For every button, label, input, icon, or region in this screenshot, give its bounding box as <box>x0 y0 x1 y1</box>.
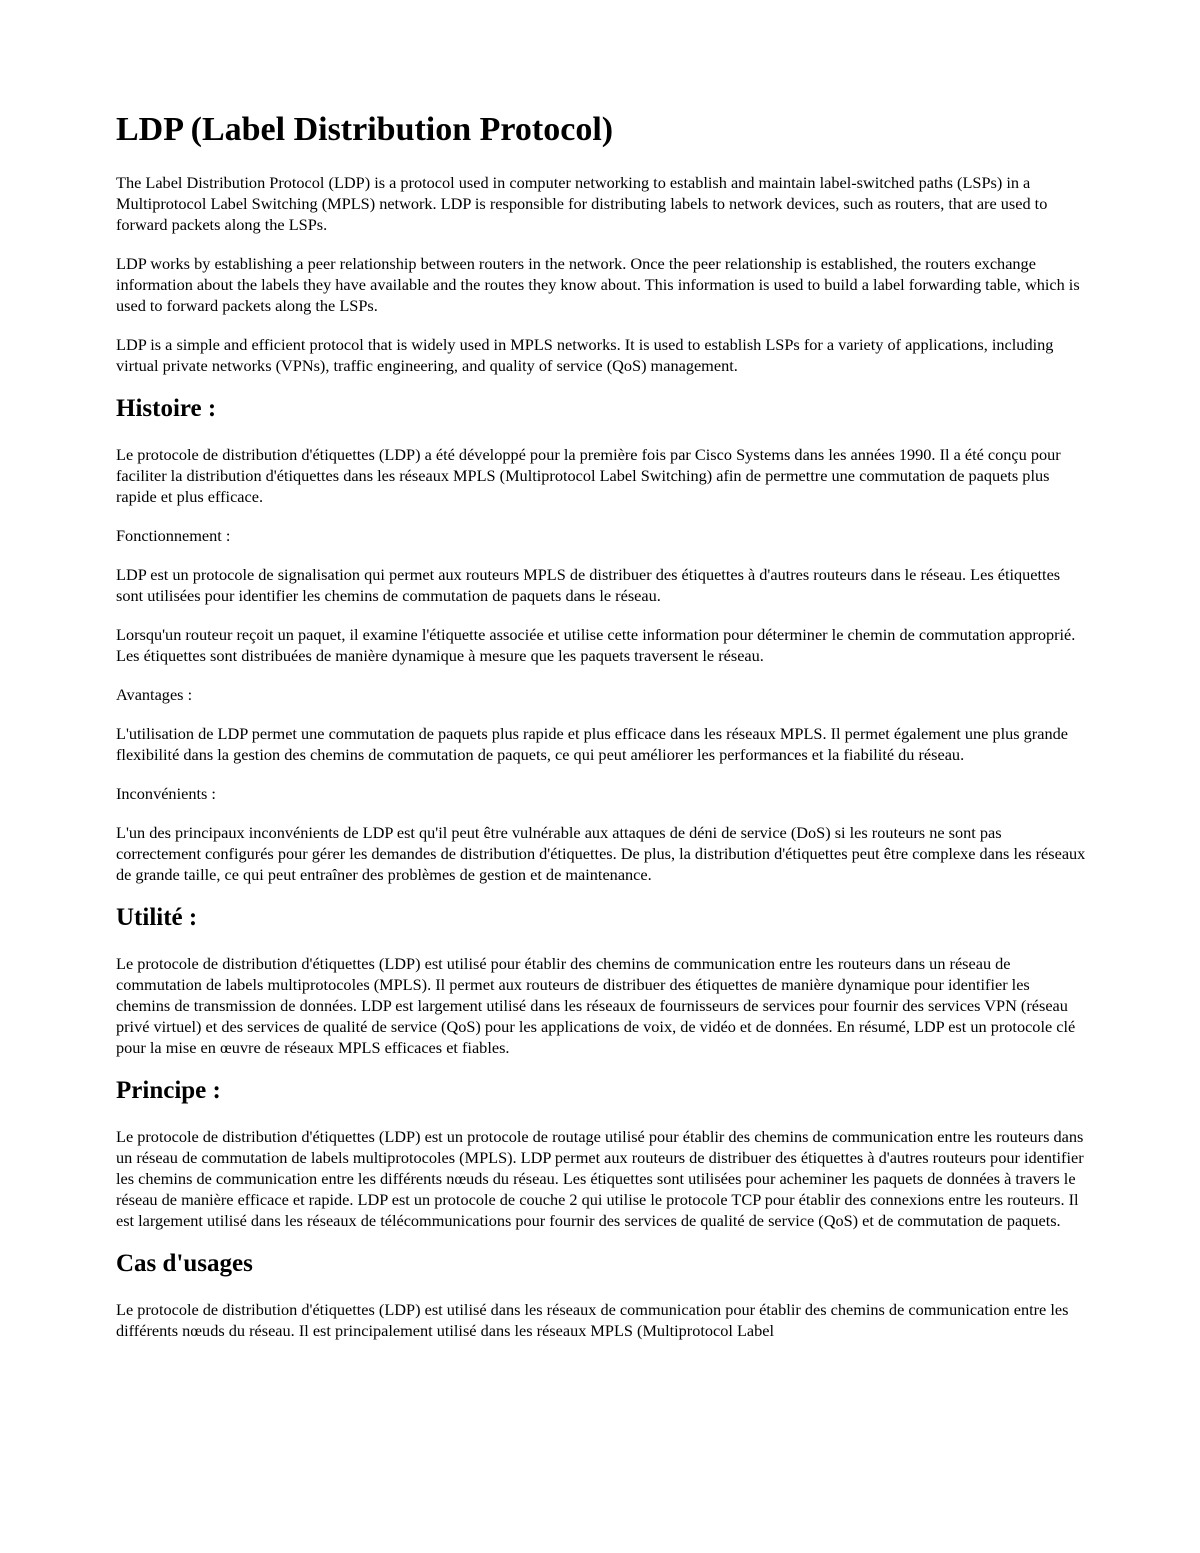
utilite-paragraph-1: Le protocole de distribution d'étiquettes (LDP) est utilisé pour établir des chemins de communication entre les routeurs dans un réseau de commutation de labels multiprotocoles (MPLS). Il permet aux routeurs de distribuer des étiquettes de manière dynamique pour identifier les chemins de transmission de données. LDP est largement utilisé dans les réseaux de fournisseurs de services pour fournir des services VPN (réseau privé virtuel) et des services de qualité de service (QoS) pour les applications de voix, de vidéo et de données. En résumé, LDP est un protocole clé pour la mise en œuvre de réseaux MPLS efficaces et fiables. <box>116 954 1076 1057</box>
label-avantages: Avantages : <box>116 685 193 704</box>
histoire-paragraph-4: L'utilisation de LDP permet une commutation de paquets plus rapide et plus efficace dans les réseaux MPLS. Il permet également une plus grande flexibilité dans la gestion des chemins de commutation de paquets, ce qui peut améliorer les performances et la fiabilité du réseau. <box>116 724 1068 764</box>
heading-cas-usages: Cas d'usages <box>116 1250 253 1277</box>
histoire-paragraph-5: L'un des principaux inconvénients de LDP est qu'il peut être vulnérable aux attaques de déni de service (DoS) si les routeurs ne sont pas correctement configurés pour gérer les demandes de distribution d'étiquettes. De plus, la distribution d'étiquettes peut être complexe dans les réseaux de grande taille, ce qui peut entraîner des problèmes de gestion et de maintenance. <box>116 823 1086 884</box>
page-title: LDP (Label Distribution Protocol) <box>116 111 614 148</box>
intro-paragraph-3: LDP is a simple and efficient protocol that is widely used in MPLS networks. It is used to establish LSPs for a variety of applications, including virtual private networks (VPNs), traffic engineering, and quality of service (QoS) management. <box>116 335 1054 375</box>
cas-usages-paragraph-1: Le protocole de distribution d'étiquettes (LDP) est utilisé dans les réseaux de communication pour établir des chemins de communication entre les différents nœuds du réseau. Il est principalement utilisé dans les réseaux MPLS (Multiprotocol Label <box>116 1300 1069 1340</box>
histoire-paragraph-2: LDP est un protocole de signalisation qui permet aux routeurs MPLS de distribuer des étiquettes à d'autres routeurs dans le réseau. Les étiquettes sont utilisées pour identifier les chemins de commutation de paquets dans le réseau. <box>116 565 1061 605</box>
label-inconvenients: Inconvénients : <box>116 784 216 803</box>
document-page <box>116 100 1088 1359</box>
principe-paragraph-1: Le protocole de distribution d'étiquettes (LDP) est un protocole de routage utilisé pour établir des chemins de communication entre les routeurs dans un réseau de commutation de labels multiprotocoles (MPLS). LDP permet aux routeurs de distribuer des étiquettes à d'autres routeurs pour identifier les chemins de communication entre les différents nœuds du réseau. Les étiquettes sont utilisées pour acheminer les paquets de données à travers le réseau de manière efficace et rapide. LDP est un protocole de couche 2 qui utilise le protocole TCP pour établir des connexions entre les routeurs. Il est largement utilisé dans les réseaux de télécommunications pour fournir des services de qualité de service (QoS) et de commutation de paquets. <box>116 1127 1084 1230</box>
intro-paragraph-2: LDP works by establishing a peer relationship between routers in the network. Once the peer relationship is established, the routers exchange information about the labels they have available and the routes they know about. This information is used to build a label forwarding table, which is used to forward packets along the LSPs. <box>116 254 1080 315</box>
intro-paragraph-1: The Label Distribution Protocol (LDP) is a protocol used in computer networking to establish and maintain label-switched paths (LSPs) in a Multiprotocol Label Switching (MPLS) network. LDP is responsible for distributing labels to network devices, such as routers, that are used to forward packets along the LSPs. <box>116 173 1048 234</box>
histoire-paragraph-3: Lorsqu'un routeur reçoit un paquet, il examine l'étiquette associée et utilise cette information pour déterminer le chemin de commutation approprié. Les étiquettes sont distribuées de manière dynamique à mesure que les paquets traversent le réseau. <box>116 625 1076 665</box>
heading-utilite: Utilité : <box>116 904 198 931</box>
histoire-paragraph-1: Le protocole de distribution d'étiquettes (LDP) a été développé pour la première fois par Cisco Systems dans les années 1990. Il a été conçu pour faciliter la distribution d'étiquettes dans les réseaux MPLS (Multiprotocol Label Switching) afin de permettre une commutation de paquets plus rapide et plus efficace. <box>116 445 1061 506</box>
heading-histoire: Histoire : <box>116 395 217 422</box>
label-fonctionnement: Fonctionnement : <box>116 526 231 545</box>
heading-principe: Principe : <box>116 1077 221 1104</box>
